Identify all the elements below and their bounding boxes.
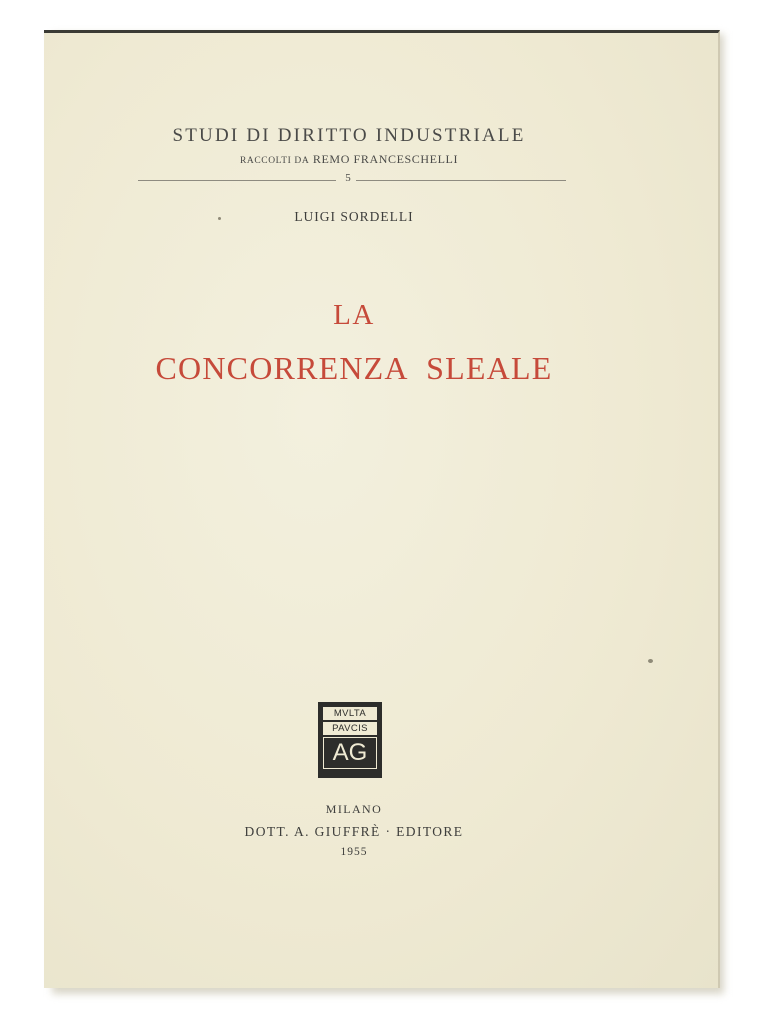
title-line-2: CONCORRENZA SLEALE — [155, 350, 553, 386]
paper-speck — [218, 217, 221, 220]
series-editor: REMO FRANCESCHELLI — [312, 152, 459, 166]
publisher-logo — [318, 702, 382, 778]
rule-left — [138, 180, 336, 181]
rule-right — [356, 180, 566, 181]
logo-line-1: MVLTA — [323, 707, 377, 720]
imprint-publisher: DOTT. A. GIUFFRÈ · EDITORE — [244, 824, 464, 839]
imprint-place: MILANO — [325, 802, 383, 816]
series-subtitle-prefix: RACCOLTI DA — [239, 156, 310, 166]
logo-line-2: PAVCIS — [323, 722, 377, 735]
imprint-year: 1955 — [340, 846, 368, 858]
logo-initials: AG — [323, 737, 377, 769]
author: LUIGI SORDELLI — [294, 209, 414, 224]
series-number: 5 — [345, 172, 351, 184]
series-subtitle — [134, 152, 564, 167]
series-number-rule — [138, 171, 566, 187]
series-title: STUDI DI DIRITTO INDUSTRIALE — [172, 125, 526, 146]
title-line-1: LA — [333, 299, 375, 331]
paper-speck — [648, 659, 653, 663]
book-cover — [44, 30, 720, 988]
